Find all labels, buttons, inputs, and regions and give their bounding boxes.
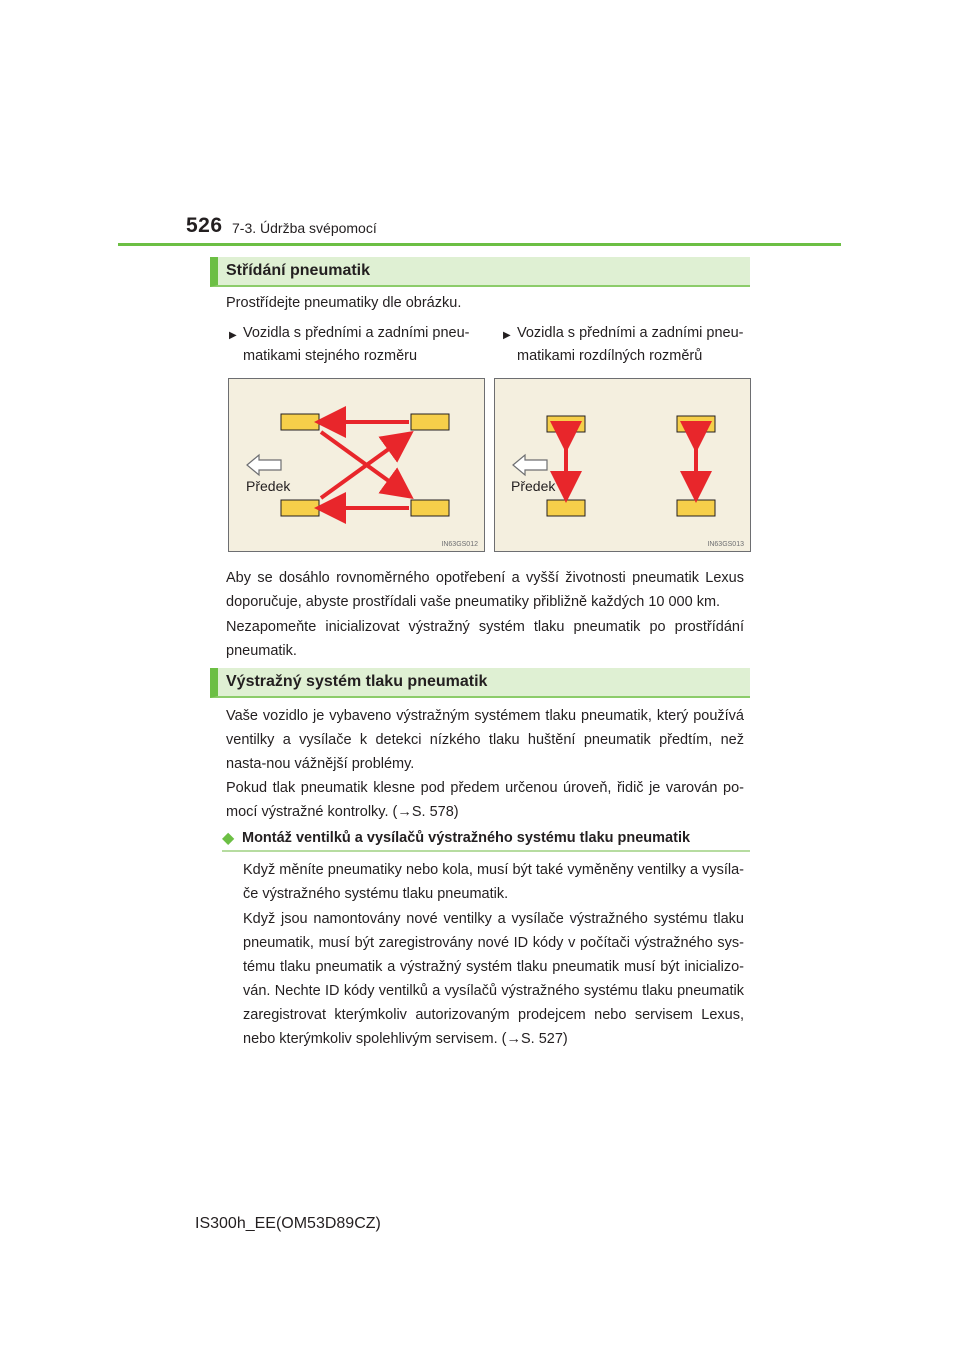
arrow-left-outline-icon xyxy=(247,455,281,475)
diamond-icon: ◆ xyxy=(222,830,235,847)
header-rule xyxy=(118,243,841,246)
paragraph-id-registration: Když jsou namontovány nové ventilky a vysílače výstražného systému tlaku pneumatik, musí být zaregistrovány nové ID kódy v počítači výstražného sys-tému tlaku pneumatik a výstražný systém tlaku pneumatik musí být inicializo-ván. Nechte ID kódy ventilků a vysílačů výstražného systému tlaku pneumatik zaregistrovat kterýmkoliv autorizovaným prodejcem nebo servisem Lexus, nebo kterýmkoliv spolehlivým servisem. (→S. 527) xyxy=(243,911,744,1047)
triangle-right-icon: ▶ xyxy=(503,330,511,341)
bullet-text: Vozidla s předními a zadními pneu-matikami stejného rozměru xyxy=(243,325,470,364)
tire-front-right xyxy=(677,416,715,432)
front-label: Předek xyxy=(246,478,291,494)
tire-front-left xyxy=(281,414,319,430)
figure-code: IN63GS013 xyxy=(707,541,744,548)
figure-code: IN63GS012 xyxy=(441,541,478,548)
bullet-text: Vozidla s předními a zadními pneu-matikami rozdílných rozměrů xyxy=(517,325,744,364)
tire-front-right xyxy=(411,414,449,430)
section-title: Výstražný systém tlaku pneumatik xyxy=(226,673,488,690)
arrow-fl-to-rr xyxy=(321,432,404,492)
front-label: Předek xyxy=(511,478,556,494)
paragraph-initialize-reminder: Nezapomeňte inicializovat výstražný systém tlaku pneumatik po prostřídání pneumatik. xyxy=(226,619,744,659)
paragraph-rotation-interval: Aby se dosáhlo rovnoměrného opotřebení a vyšší životnosti pneumatik Lexus doporučuje, abyste prostřídali vaše pneumatiky přibližně každých 10 000 km. xyxy=(226,570,744,610)
paragraph-valve-replacement: Když měníte pneumatiky nebo kola, musí být také vyměněny ventilky a vysíla-če výstražného systému tlaku pneumatik. xyxy=(243,862,744,902)
rotation-diagram-cross xyxy=(229,379,484,551)
tire-rear-left xyxy=(281,500,319,516)
model-code: IS300h_EE(OM53D89CZ) xyxy=(195,1215,381,1232)
tire-rear-right xyxy=(677,500,715,516)
section-heading-tpws xyxy=(210,668,750,698)
tire-front-left xyxy=(547,416,585,432)
figure-rotation-same-size xyxy=(228,378,485,552)
rotation-diagram-parallel xyxy=(495,379,750,551)
subheading-text: Montáž ventilků a vysílačů výstražného systému tlaku pneumatik xyxy=(242,830,691,846)
subheading-valve-installation xyxy=(222,826,750,852)
bullet-different-size xyxy=(503,322,757,368)
chapter-title: 7-3. Údržba svépomocí xyxy=(232,220,377,236)
bullet-same-size xyxy=(229,322,483,368)
intro-text: Prostřídejte pneumatiky dle obrázku. xyxy=(226,295,462,311)
tire-rear-right xyxy=(411,500,449,516)
tire-rear-left xyxy=(547,500,585,516)
paragraph-tpws-warning: Pokud tlak pneumatik klesne pod předem určenou úroveň, řidič je varován po-mocí výstražné kontrolky. (→S. 578) xyxy=(226,780,744,820)
arrow-left-outline-icon xyxy=(513,455,547,475)
paragraph-tpws-description: Vaše vozidlo je vybaveno výstražným systémem tlaku pneumatik, který používá ventilky a vysílače k detekci nízkého tlaku huštění pneumatik předtím, než nasta-nou vážnější problémy. xyxy=(226,708,744,772)
arrow-rl-to-fr xyxy=(321,438,404,498)
triangle-right-icon: ▶ xyxy=(229,330,237,341)
figure-rotation-different-size xyxy=(494,378,751,552)
section-title: Střídání pneumatik xyxy=(226,262,371,279)
page-number: 526 xyxy=(186,214,223,237)
section-heading-tire-rotation xyxy=(210,257,750,287)
